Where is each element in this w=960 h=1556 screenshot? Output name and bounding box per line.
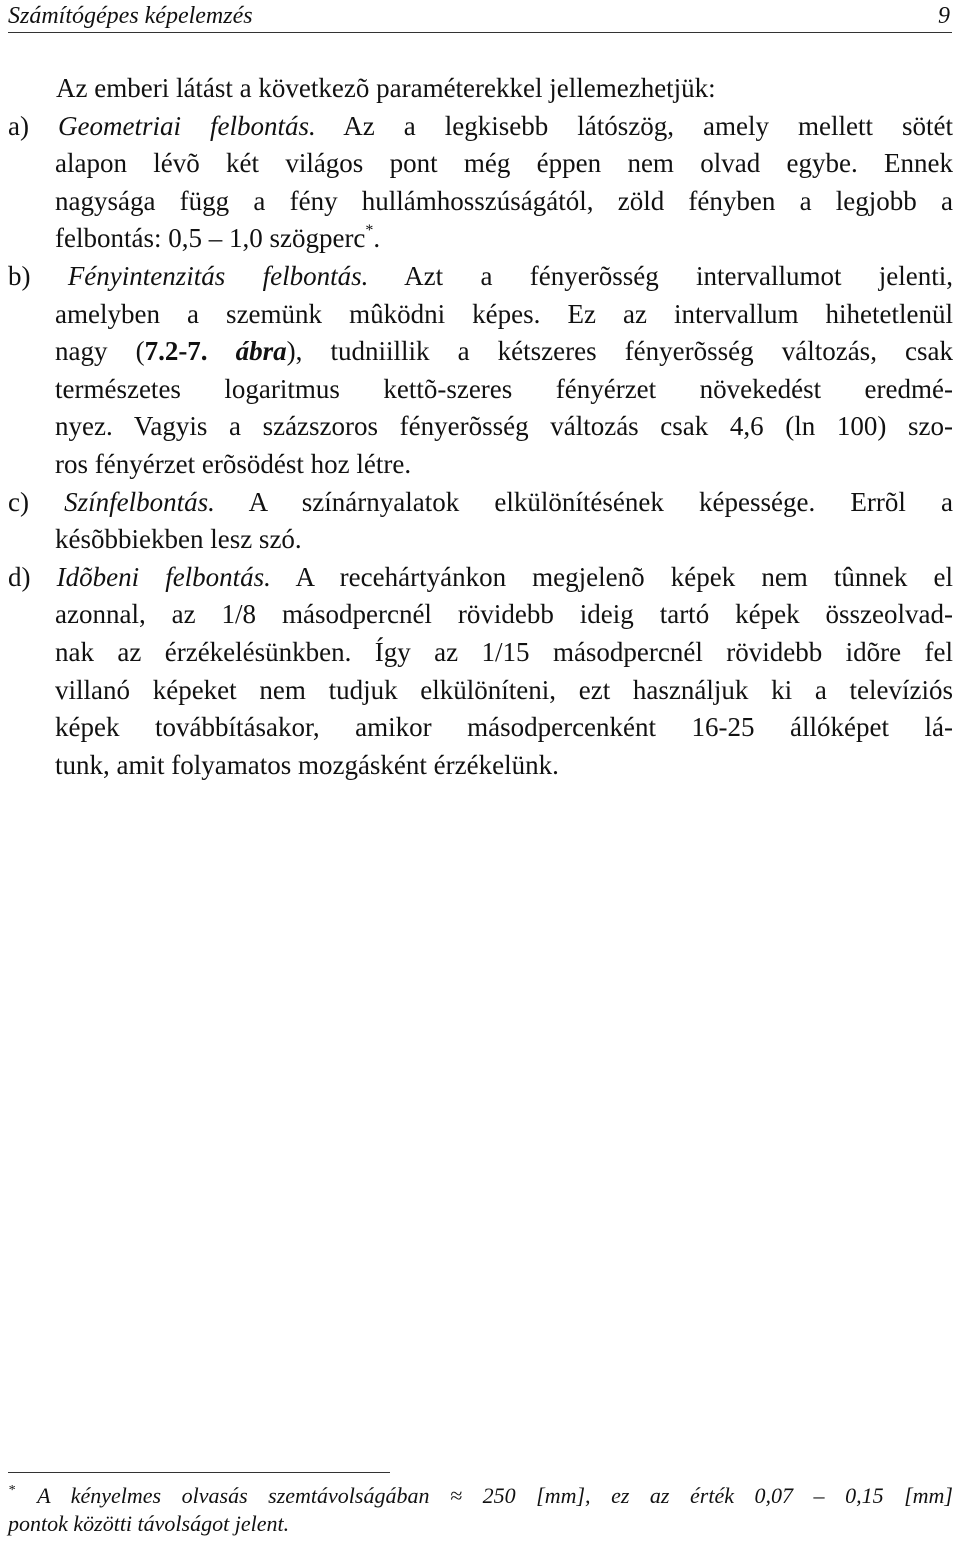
item-d-line-3: nak az érzékelésünkben. Így az 1/15 másodpercnél rövidebb idõre fel [55, 636, 953, 667]
figure-reference-word: ábra [235, 336, 287, 367]
item-b-text-post: ), tudniillik a kétszeres fényerõsség változás, csak [286, 336, 953, 367]
item-b-line-3 [8, 333, 953, 371]
item-a-text: Az a legkisebb látószög, amely mellett sötét [315, 110, 953, 141]
item-c-line-1 [8, 484, 953, 522]
running-header [8, 2, 952, 33]
item-a-line-1 [8, 108, 953, 146]
item-a-line-4 [8, 220, 953, 258]
item-d-line-1 [8, 559, 953, 597]
item-b-text: Azt a fényerõsség intervallumot jelenti, [368, 260, 953, 291]
footnote-separator [8, 1472, 390, 1473]
item-a-period: . [373, 223, 381, 254]
item-b-line-1 [8, 258, 953, 296]
item-d-marker: d) [8, 561, 31, 592]
item-b-text-pre: nagy ( [55, 336, 145, 367]
item-c-marker: c) [8, 486, 29, 517]
figure-reference-number: 7.2-7. [144, 336, 208, 367]
page-number: 9 [938, 3, 950, 29]
item-b-line-5: nyez. Vagyis a százszoros fényerõsség változás csak 4,6 (ln 100) szo- [55, 411, 953, 442]
item-a-marker: a) [8, 110, 29, 141]
item-a-line-2: alapon lévõ két világos pont még éppen nem olvad egybe. Ennek [55, 148, 953, 179]
footnote-mark: * [8, 1483, 15, 1498]
footnote-line-1 [8, 1482, 953, 1510]
item-b-line-4: természetes logaritmus kettõ-szeres fényérzet növekedést eredmé- [55, 373, 953, 404]
item-b-term: Fényintenzitás felbontás. [67, 260, 369, 291]
item-d-line-5: képek továbbításakor, amikor másodpercenként 16-25 állóképet lá- [55, 712, 953, 743]
item-d-line-4: villanó képeket nem tudjuk elkülöníteni, ezt használjuk ki a televíziós [55, 674, 953, 705]
footnote-text-1: A kényelmes olvasás szemtávolságában ≈ 250 [mm], ez az érték 0,07 – 0,15 [mm] [37, 1483, 953, 1508]
item-c-term: Színfelbontás. [64, 486, 215, 517]
item-c-line-2: késõbbiekben lesz szó. [55, 524, 302, 555]
item-b-line-6: ros fényérzet erõsödést hoz létre. [55, 448, 412, 479]
item-d-line-6: tunk, amit folyamatos mozgásként érzékelünk. [55, 749, 559, 780]
running-header-title: Számítógépes képelemzés [8, 3, 253, 29]
item-b-marker: b) [8, 260, 31, 291]
item-d-term: Idõbeni felbontás. [56, 561, 271, 592]
intro-paragraph: Az emberi látást a következõ paraméterekkel jellemezhetjük: [56, 73, 716, 103]
item-a-line-3: nagysága függ a fény hullámhosszúságától, zöld fényben a legjobb a [55, 185, 953, 216]
item-d-line-2: azonnal, az 1/8 másodpercnél rövidebb ideig tartó képek összeolvad- [55, 599, 953, 630]
item-c-text: A színárnyalatok elkülönítésének képessége. Errõl a [214, 486, 953, 517]
body-text [8, 70, 953, 784]
item-a-term: Geometriai felbontás. [58, 110, 316, 141]
item-a-text-end: felbontás: 0,5 – 1,0 szögperc [55, 223, 366, 254]
item-d-text: A recehártyánkon megjelenõ képek nem tûnnek el [270, 561, 953, 592]
footnote-reference: * [365, 222, 374, 240]
footnote-line-2: pontok közötti távolságot jelent. [8, 1511, 290, 1536]
item-b-line-2: amelyben a szemünk mûködni képes. Ez az intervallum hihetetlenül [55, 298, 953, 329]
footnote [8, 1482, 953, 1538]
